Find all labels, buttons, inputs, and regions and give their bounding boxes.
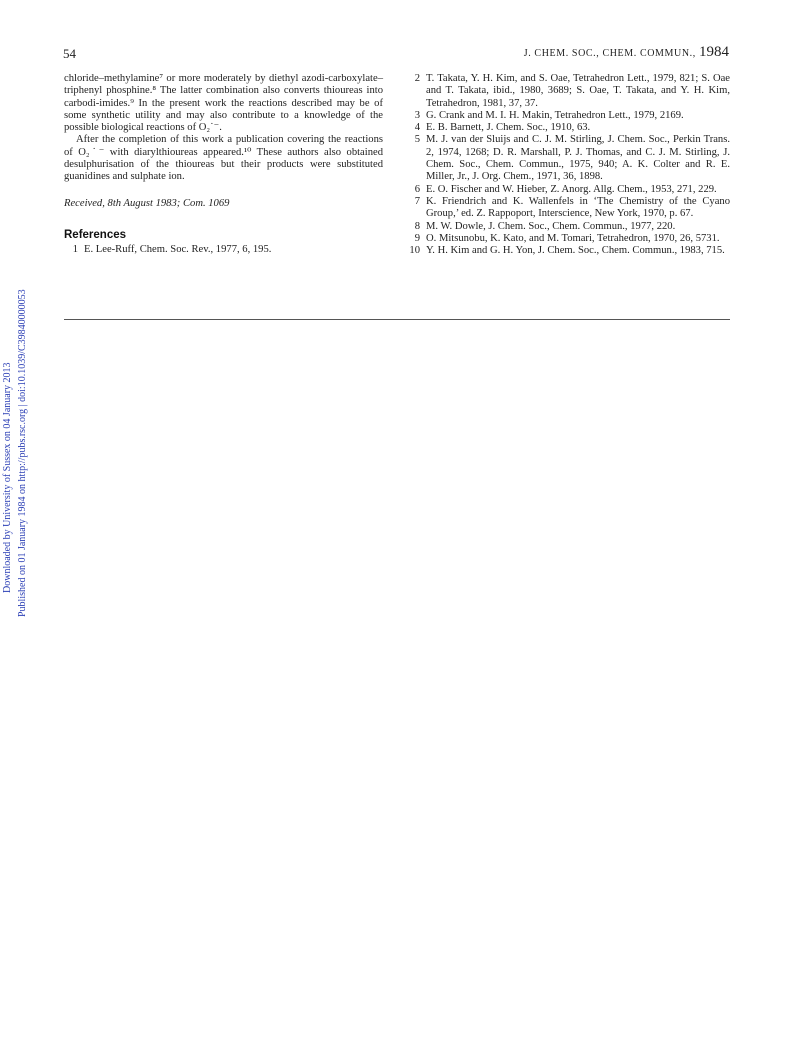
page-number: 54 [63, 46, 76, 61]
reference-number: 6 [414, 183, 420, 195]
download-watermark[interactable]: Downloaded by University of Sussex on 04 January 2013 [2, 362, 13, 593]
reference-text: E. Lee-Ruff, Chem. Soc. Rev., 1977, 6, 195. [84, 244, 272, 256]
reference-number: 5 [414, 134, 420, 146]
reference-text: K. Friendrich and K. Wallenfels in ‘The Chemistry of the Cyano Group,’ ed. Z. Rappoport, Interscience, New York, 1970, p. 67. [426, 195, 730, 220]
reference-text: Y. H. Kim and G. H. Yon, J. Chem. Soc., Chem. Commun., 1983, 715. [426, 245, 725, 257]
reference-item [64, 244, 383, 256]
reference-text: E. O. Fischer and W. Hieber, Z. Anorg. Allg. Chem., 1953, 271, 229. [426, 183, 717, 195]
reference-item [406, 196, 730, 221]
reference-text: M. J. van der Sluijs and C. J. M. Stirling, J. Chem. Soc., Perkin Trans. 2, 1974, 1268; D. R. Marshall, P. J. Thomas, and C. J. M. Stirling, J. Chem. Soc., Chem. Commun., 1975, 940; A. K. Colter and R. E. Miller, Jr., J. Org. Chem., 1971, 36, 1898. [426, 134, 730, 183]
reference-item [406, 134, 730, 183]
references-heading: References [64, 228, 127, 241]
reference-number: 7 [414, 195, 420, 207]
reference-text: E. B. Barnett, J. Chem. Soc., 1910, 63. [426, 122, 591, 134]
body-paragraph-1: chloride–methylamine⁷ or more moderately by diethyl azodi-carboxylate–triphenyl phosphine.⁸ The latter combination also converts thioureas into carbodi-imides.⁹ In the present work the reactions described may be of some synthetic utility and may also contribute to a knowledge of the possible biological reactions of O₂˙⁻. [64, 73, 383, 134]
journal-header [524, 44, 729, 61]
reference-number: 10 [409, 245, 420, 257]
reference-item [406, 184, 730, 196]
reference-text: G. Crank and M. I. H. Makin, Tetrahedron Lett., 1979, 2169. [426, 109, 684, 121]
page-divider-rule [64, 319, 730, 320]
body-paragraph-2: After the completion of this work a publication covering the reactions of O₂˙⁻ with diarylthioureas appeared.¹⁰ These authors also obtained desulphurisation of the thioureas but their products were substituted guanidines and sulphate ion. [64, 134, 383, 183]
reference-number: 1 [72, 244, 78, 256]
reference-item [406, 110, 730, 122]
reference-number: 9 [414, 232, 420, 244]
reference-item [406, 245, 730, 257]
journal-year: 1984 [699, 44, 729, 60]
reference-list-left [64, 244, 383, 256]
reference-item [406, 122, 730, 134]
reference-item [406, 233, 730, 245]
journal-title: J. CHEM. SOC., CHEM. COMMUN., [523, 48, 696, 59]
left-column [64, 73, 383, 257]
reference-item [406, 73, 730, 110]
reference-item [406, 221, 730, 233]
reference-list-right [406, 73, 730, 257]
reference-number: 3 [414, 109, 420, 121]
reference-number: 8 [414, 220, 420, 232]
reference-text: O. Mitsunobu, K. Kato, and M. Tomari, Tetrahedron, 1970, 26, 5731. [426, 232, 720, 244]
received-line: Received, 8th August 1983; Com. 1069 [64, 197, 230, 209]
reference-text: M. W. Dowle, J. Chem. Soc., Chem. Commun., 1977, 220. [426, 220, 676, 232]
right-column [406, 73, 730, 257]
reference-number: 2 [414, 73, 420, 84]
reference-number: 4 [414, 122, 420, 134]
reference-text: T. Takata, Y. H. Kim, and S. Oae, Tetrahedron Lett., 1979, 821; S. Oae and T. Takata, ibid., 1980, 3689; S. Oae, T. Takata, and Y. H. Kim, Tetrahedron, 1981, 37, 37. [426, 73, 730, 109]
publication-doi-watermark[interactable]: Published on 01 January 1984 on http://pubs.rsc.org | doi:10.1039/C39840000053 [17, 289, 28, 617]
